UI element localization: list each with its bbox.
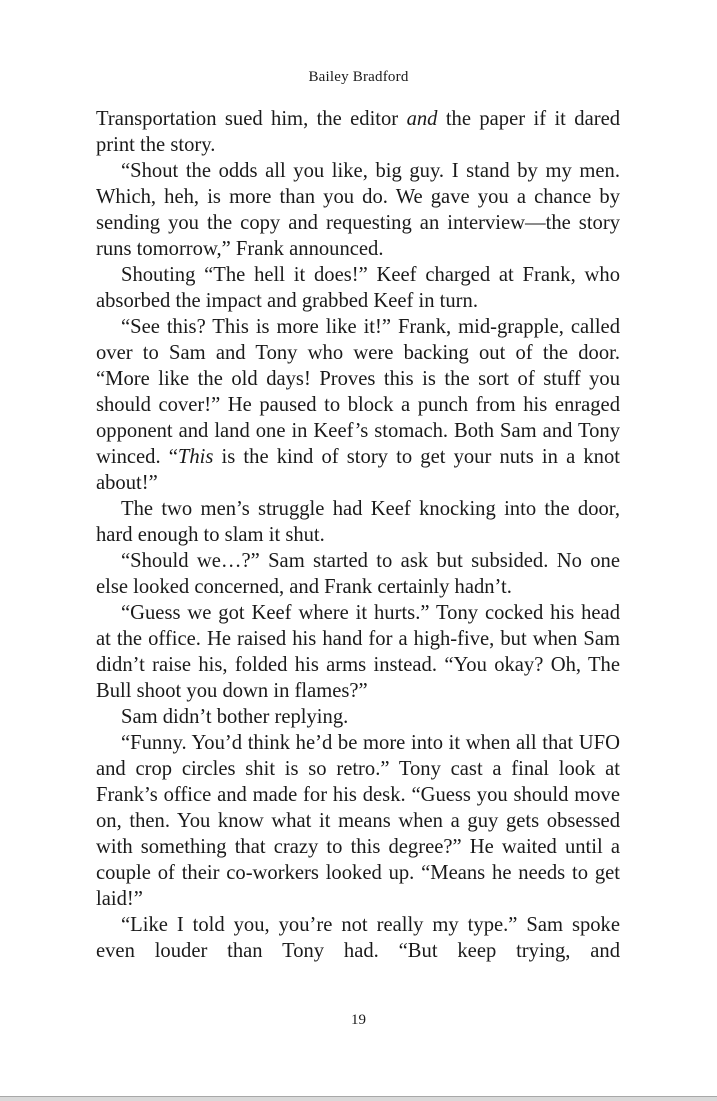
- page-number: 19: [351, 1012, 366, 1028]
- paragraph: [96, 314, 620, 496]
- paragraph: [96, 496, 620, 548]
- running-header-author: Bailey Bradford: [308, 69, 409, 85]
- paragraph-text: Transportation sued him, the editor: [96, 108, 407, 130]
- italic-text: and: [406, 108, 438, 130]
- page-bottom-edge: [0, 1096, 717, 1101]
- paragraph-text: is the kind of story to get your nuts in a knot about!”: [96, 446, 620, 494]
- paragraph-text: the paper if it dared print the story.: [96, 108, 621, 156]
- paragraph-text: “See this? This is more like it!” Frank, mid-grapple, called over to Sam and Tony who were backing out of the door. “More like the old days! Proves this is the sort of stuff you should cover!” He paused to block a punch from his enraged opponent and land one in Keef’s stomach. Both Sam and Tony winced. “: [96, 316, 620, 468]
- paragraph: [96, 730, 620, 912]
- paragraph: [96, 158, 620, 262]
- paragraph-text: “Like I told you, you’re not really my type.” Sam spoke even louder than Tony had. “But keep trying, and: [96, 914, 620, 962]
- paragraph: [96, 704, 620, 730]
- paragraph-text: “Shout the odds all you like, big guy. I stand by my men. Which, heh, is more than you do. We gave you a chance by sending you the copy and requesting an interview—the story runs tomorrow,” Frank announced.: [96, 160, 620, 260]
- paragraph-text: “Should we…?” Sam started to ask but subsided. No one else looked concerned, and Frank certainly hadn’t.: [96, 550, 620, 598]
- paragraph: [96, 548, 620, 600]
- paragraph: [96, 600, 620, 704]
- paragraph: [96, 912, 620, 964]
- paragraph-text: The two men’s struggle had Keef knocking into the door, hard enough to slam it shut.: [96, 498, 620, 546]
- body-text: [96, 106, 620, 964]
- paragraph: [96, 106, 620, 158]
- paragraph-text: “Guess we got Keef where it hurts.” Tony cocked his head at the office. He raised his hand for a high-five, but when Sam didn’t raise his, folded his arms instead. “You okay? Oh, The Bull shoot you down in flames?”: [96, 602, 620, 702]
- italic-text: This: [177, 446, 214, 468]
- paragraph-text: Sam didn’t bother replying.: [121, 706, 349, 728]
- paragraph-text: “Funny. You’d think he’d be more into it when all that UFO and crop circles shit is so retro.” Tony cast a final look at Frank’s office and made for his desk. “Guess you should move on, then. You know what it means when a guy gets obsessed with something that crazy to this degree?” He waited until a couple of their co-workers looked up. “Means he needs to get laid!”: [96, 732, 620, 910]
- paragraph-text: Shouting “The hell it does!” Keef charged at Frank, who absorbed the impact and grabbed Keef in turn.: [96, 264, 620, 312]
- paragraph: [96, 262, 620, 314]
